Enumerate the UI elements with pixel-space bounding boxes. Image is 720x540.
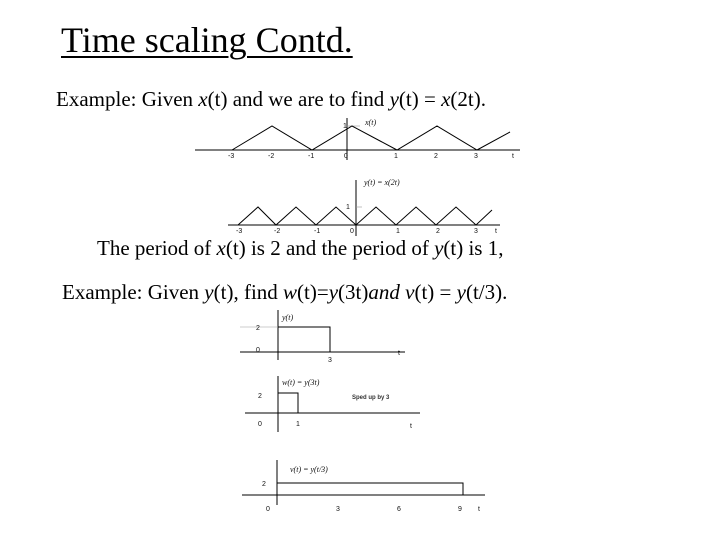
- math-var: x: [216, 236, 226, 260]
- axis-label: t: [512, 153, 514, 160]
- math-var: y: [434, 236, 444, 260]
- math-var: x: [198, 87, 208, 111]
- signal-label: y(t): [282, 313, 294, 322]
- height-label: 2: [262, 481, 266, 488]
- tick-label: 2: [434, 153, 438, 160]
- text-span: The period of: [97, 236, 217, 260]
- text-span: (t), find: [213, 280, 284, 304]
- tick-label: -1: [308, 153, 315, 160]
- signal-label: y(t) = x(2t): [364, 178, 400, 187]
- peak-label: 1: [346, 204, 350, 211]
- tick-label: -2: [268, 153, 275, 160]
- text-span: (t) =: [414, 280, 457, 304]
- tick-label: -3: [236, 228, 243, 235]
- signal-label: x(t): [365, 118, 377, 127]
- height-label: 2: [256, 325, 260, 332]
- text-span: (t)=: [297, 280, 329, 304]
- text-span: (2t).: [450, 87, 486, 111]
- tick-label: 3: [336, 506, 340, 513]
- tick-label: -1: [314, 228, 321, 235]
- math-var: y: [389, 87, 399, 111]
- end-label: 1: [296, 421, 300, 428]
- tick-label: 1: [394, 153, 398, 160]
- text-span: (t) =: [398, 87, 442, 111]
- tick-label: 3: [474, 228, 478, 235]
- math-var: y: [456, 280, 466, 304]
- math-var: x: [441, 87, 451, 111]
- signal-label: v(t) = y(t/3): [290, 465, 328, 474]
- math-var: w: [283, 280, 298, 304]
- tick-label: 6: [397, 506, 401, 513]
- axis-label: t: [478, 506, 480, 513]
- slide-title: Time scaling Contd.: [61, 20, 353, 60]
- tick-label: 0: [266, 506, 270, 513]
- axis-label: t: [410, 423, 412, 430]
- math-var: v: [399, 280, 415, 304]
- tick-label: 9: [458, 506, 462, 513]
- text-span: (t) and we are to find: [207, 87, 390, 111]
- text-span: (3t): [338, 280, 369, 304]
- end-label: 3: [328, 357, 332, 364]
- tick-label: 1: [396, 228, 400, 235]
- origin-label: 0: [258, 421, 262, 428]
- tick-label: -2: [274, 228, 281, 235]
- tick-label: 0: [350, 228, 354, 235]
- tick-label: 3: [474, 153, 478, 160]
- signal-label: w(t) = y(3t): [282, 378, 320, 387]
- tick-label: 2: [436, 228, 440, 235]
- text-span: Example: Given: [62, 280, 205, 304]
- tick-label: -3: [228, 153, 235, 160]
- text-span: Example: Given: [56, 87, 199, 111]
- math-var: y: [328, 280, 339, 304]
- axis-label: t: [495, 228, 497, 235]
- math-word: and: [368, 280, 400, 304]
- tick-label: 0: [344, 153, 348, 160]
- peak-label: 1: [343, 123, 347, 130]
- axis-label: t: [398, 350, 400, 357]
- math-var: y: [204, 280, 214, 304]
- text-span: (t) is 2 and the period of: [225, 236, 435, 260]
- origin-label: 0: [256, 347, 260, 354]
- height-label: 2: [258, 393, 262, 400]
- text-span: (t/3).: [465, 280, 508, 304]
- rect-pulse-stretched: [277, 483, 463, 495]
- text-span: (t) is 1,: [443, 236, 504, 260]
- annotation-note: Sped up by 3: [352, 395, 390, 401]
